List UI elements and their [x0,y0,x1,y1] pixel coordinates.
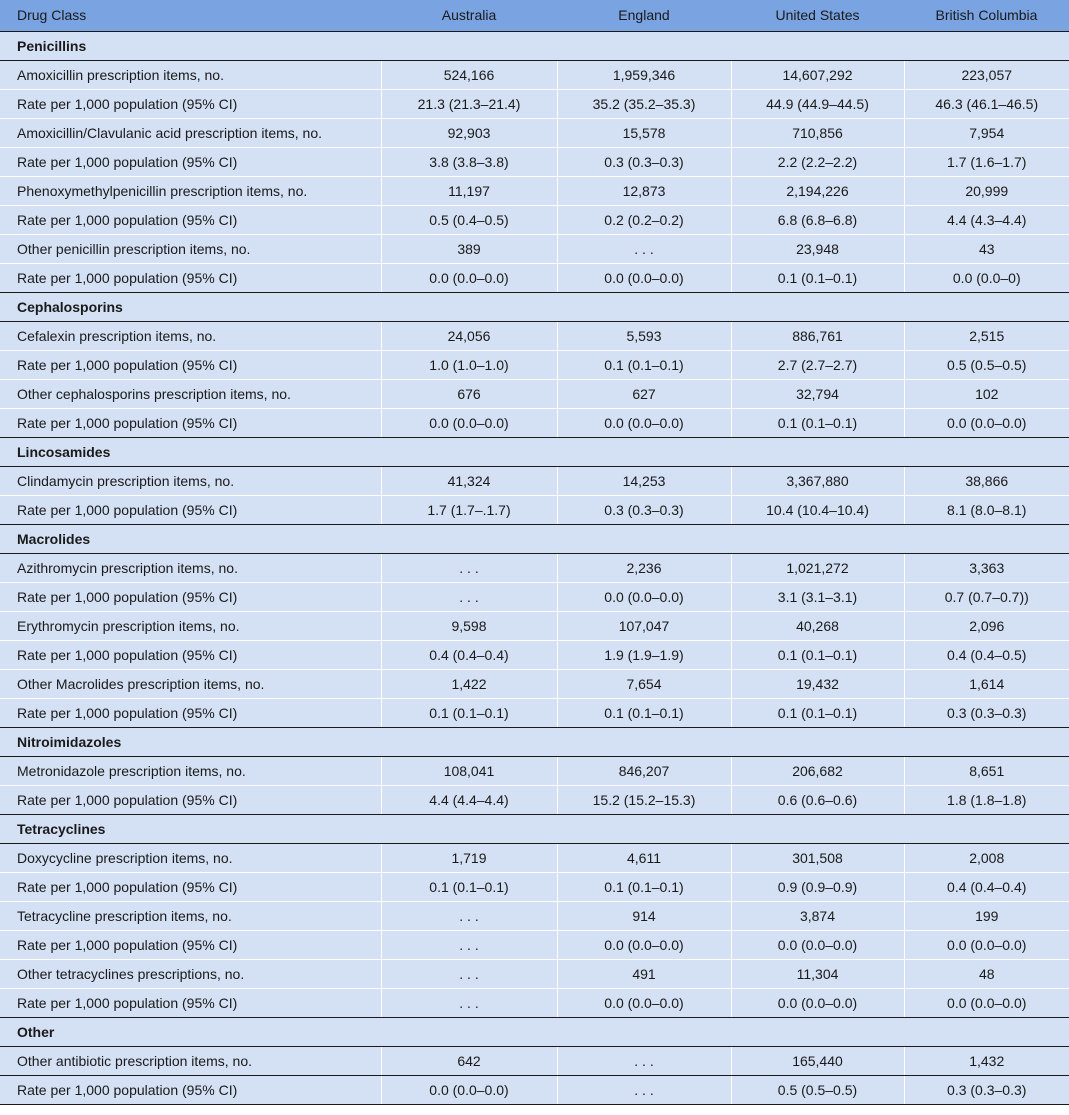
cell-british-columbia: 43 [904,234,1069,263]
row-label: Rate per 1,000 population (95% CI) [0,147,381,176]
cell-united-states: 6.8 (6.8–6.8) [731,205,904,234]
table-row [0,901,1069,930]
cell-british-columbia: 2,096 [904,611,1069,640]
cell-british-columbia: 8,651 [904,756,1069,785]
table-row [0,350,1069,379]
section-title: Cephalosporins [0,292,1069,321]
row-label: Amoxicillin/Clavulanic acid prescription items, no. [0,118,381,147]
cell-united-states: 44.9 (44.9–44.5) [731,89,904,118]
cell-england: 0.0 (0.0–0.0) [557,930,731,959]
cell-british-columbia: 0.3 (0.3–0.3) [904,698,1069,727]
table-row [0,379,1069,408]
cell-british-columbia: 46.3 (46.1–46.5) [904,89,1069,118]
cell-united-states: 0.1 (0.1–0.1) [731,263,904,292]
cell-united-states: 1,021,272 [731,553,904,582]
cell-england: 0.0 (0.0–0.0) [557,988,731,1017]
table-row [0,582,1069,611]
row-label: Rate per 1,000 population (95% CI) [0,698,381,727]
table-row [0,408,1069,437]
section-title: Tetracyclines [0,814,1069,843]
table-row [0,1046,1069,1075]
row-label: Rate per 1,000 population (95% CI) [0,408,381,437]
section-title: Nitroimidazoles [0,727,1069,756]
cell-british-columbia: 38,866 [904,466,1069,495]
cell-british-columbia: 0.4 (0.4–0.5) [904,640,1069,669]
cell-australia: 1.0 (1.0–1.0) [381,350,557,379]
cell-british-columbia: 0.4 (0.4–0.4) [904,872,1069,901]
table-row [0,466,1069,495]
table-row [0,118,1069,147]
cell-england: 35.2 (35.2–35.3) [557,89,731,118]
cell-england: 1,959,346 [557,60,731,89]
table-row [0,321,1069,350]
cell-british-columbia: 0.0 (0.0–0.0) [904,988,1069,1017]
cell-england: 0.0 (0.0–0.0) [557,582,731,611]
cell-england: 0.2 (0.2–0.2) [557,205,731,234]
section-title: Other [0,1017,1069,1046]
cell-australia: . . . [381,988,557,1017]
section-header-row [0,524,1069,553]
cell-england: 0.0 (0.0–0.0) [557,408,731,437]
row-label: Tetracycline prescription items, no. [0,901,381,930]
cell-united-states: 11,304 [731,959,904,988]
cell-england: 15.2 (15.2–15.3) [557,785,731,814]
cell-australia: . . . [381,959,557,988]
cell-united-states: 710,856 [731,118,904,147]
cell-australia: 108,041 [381,756,557,785]
cell-australia: 676 [381,379,557,408]
header-british-columbia: British Columbia [904,0,1069,31]
row-label: Rate per 1,000 population (95% CI) [0,930,381,959]
cell-united-states: 0.5 (0.5–0.5) [731,1075,904,1104]
cell-british-columbia: 223,057 [904,60,1069,89]
cell-england: 0.1 (0.1–0.1) [557,872,731,901]
row-label: Other Macrolides prescription items, no. [0,669,381,698]
section-header-row [0,1017,1069,1046]
header-australia: Australia [381,0,557,31]
section-header-row [0,31,1069,60]
row-label: Rate per 1,000 population (95% CI) [0,205,381,234]
cell-british-columbia: 3,363 [904,553,1069,582]
cell-united-states: 0.1 (0.1–0.1) [731,408,904,437]
cell-australia: . . . [381,582,557,611]
cell-united-states: 3,367,880 [731,466,904,495]
cell-england: 0.1 (0.1–0.1) [557,350,731,379]
cell-australia: 1,422 [381,669,557,698]
cell-england: 7,654 [557,669,731,698]
cell-australia: . . . [381,553,557,582]
cell-united-states: 19,432 [731,669,904,698]
cell-british-columbia: 8.1 (8.0–8.1) [904,495,1069,524]
table-header [0,0,1069,31]
section-header-row [0,814,1069,843]
cell-british-columbia: 199 [904,901,1069,930]
cell-united-states: 3,874 [731,901,904,930]
cell-british-columbia: 1,432 [904,1046,1069,1075]
table-row [0,872,1069,901]
cell-united-states: 23,948 [731,234,904,263]
cell-australia: 0.0 (0.0–0.0) [381,1075,557,1104]
row-label: Rate per 1,000 population (95% CI) [0,872,381,901]
cell-australia: 0.0 (0.0–0.0) [381,263,557,292]
cell-united-states: 0.6 (0.6–0.6) [731,785,904,814]
cell-australia: 3.8 (3.8–3.8) [381,147,557,176]
table-row [0,988,1069,1017]
cell-british-columbia: 48 [904,959,1069,988]
cell-australia: 0.4 (0.4–0.4) [381,640,557,669]
section-header-row [0,437,1069,466]
cell-england: 4,611 [557,843,731,872]
cell-england: 0.0 (0.0–0.0) [557,263,731,292]
row-label: Other cephalosporins prescription items, no. [0,379,381,408]
cell-united-states: 0.9 (0.9–0.9) [731,872,904,901]
table-row [0,640,1069,669]
cell-united-states: 32,794 [731,379,904,408]
cell-australia: 21.3 (21.3–21.4) [381,89,557,118]
cell-british-columbia: 0.0 (0.0–0.0) [904,408,1069,437]
cell-british-columbia: 0.3 (0.3–0.3) [904,1075,1069,1104]
cell-england: . . . [557,1075,731,1104]
table-row [0,176,1069,205]
row-label: Other penicillin prescription items, no. [0,234,381,263]
table-row [0,930,1069,959]
cell-england: 15,578 [557,118,731,147]
row-label: Other antibiotic prescription items, no. [0,1046,381,1075]
row-label: Rate per 1,000 population (95% CI) [0,1075,381,1104]
section-header-row [0,292,1069,321]
table-row [0,89,1069,118]
row-label: Rate per 1,000 population (95% CI) [0,640,381,669]
cell-england: 0.1 (0.1–0.1) [557,698,731,727]
cell-british-columbia: 7,954 [904,118,1069,147]
cell-australia: 0.1 (0.1–0.1) [381,872,557,901]
table-row [0,959,1069,988]
table-row [0,263,1069,292]
row-label: Rate per 1,000 population (95% CI) [0,988,381,1017]
header-row [0,0,1069,31]
cell-british-columbia: 20,999 [904,176,1069,205]
cell-australia: 1.7 (1.7–.1.7) [381,495,557,524]
cell-united-states: 165,440 [731,1046,904,1075]
cell-united-states: 0.1 (0.1–0.1) [731,640,904,669]
cell-australia: 9,598 [381,611,557,640]
row-label: Rate per 1,000 population (95% CI) [0,785,381,814]
cell-australia: 0.5 (0.4–0.5) [381,205,557,234]
table-row [0,553,1069,582]
section-header-row [0,727,1069,756]
cell-australia: 41,324 [381,466,557,495]
cell-british-columbia: 2,008 [904,843,1069,872]
cell-australia: 92,903 [381,118,557,147]
cell-united-states: 0.1 (0.1–0.1) [731,698,904,727]
row-label: Other tetracyclines prescriptions, no. [0,959,381,988]
cell-england: 12,873 [557,176,731,205]
cell-british-columbia: 0.0 (0.0–0.0) [904,930,1069,959]
cell-australia: 24,056 [381,321,557,350]
cell-united-states: 10.4 (10.4–10.4) [731,495,904,524]
cell-australia: 1,719 [381,843,557,872]
table-body [0,31,1069,1104]
table-row [0,147,1069,176]
cell-england: 627 [557,379,731,408]
cell-australia: 642 [381,1046,557,1075]
table-row [0,495,1069,524]
cell-united-states: 206,682 [731,756,904,785]
table-row [0,1075,1069,1104]
cell-united-states: 0.0 (0.0–0.0) [731,930,904,959]
cell-united-states: 2,194,226 [731,176,904,205]
cell-united-states: 2.2 (2.2–2.2) [731,147,904,176]
cell-england: 1.9 (1.9–1.9) [557,640,731,669]
cell-england: 491 [557,959,731,988]
cell-british-columbia: 2,515 [904,321,1069,350]
section-title: Lincosamides [0,437,1069,466]
cell-england: . . . [557,234,731,263]
table-row [0,698,1069,727]
cell-british-columbia: 0.5 (0.5–0.5) [904,350,1069,379]
cell-england: 14,253 [557,466,731,495]
cell-australia: . . . [381,930,557,959]
cell-england: 107,047 [557,611,731,640]
row-label: Rate per 1,000 population (95% CI) [0,582,381,611]
row-label: Azithromycin prescription items, no. [0,553,381,582]
table-row [0,669,1069,698]
cell-england: 914 [557,901,731,930]
table-row [0,843,1069,872]
table-row [0,785,1069,814]
header-united-states: United States [731,0,904,31]
row-label: Doxycycline prescription items, no. [0,843,381,872]
header-drug-class: Drug Class [0,0,381,31]
cell-england: 0.3 (0.3–0.3) [557,147,731,176]
table-row [0,234,1069,263]
cell-england: 846,207 [557,756,731,785]
cell-united-states: 14,607,292 [731,60,904,89]
cell-british-columbia: 4.4 (4.3–4.4) [904,205,1069,234]
cell-british-columbia: 1.8 (1.8–1.8) [904,785,1069,814]
row-label: Amoxicillin prescription items, no. [0,60,381,89]
cell-british-columbia: 0.0 (0.0–0) [904,263,1069,292]
cell-british-columbia: 0.7 (0.7–0.7)) [904,582,1069,611]
table-row [0,205,1069,234]
row-label: Rate per 1,000 population (95% CI) [0,350,381,379]
cell-united-states: 2.7 (2.7–2.7) [731,350,904,379]
row-label: Clindamycin prescription items, no. [0,466,381,495]
cell-england: 2,236 [557,553,731,582]
cell-australia: 389 [381,234,557,263]
section-title: Penicillins [0,31,1069,60]
cell-united-states: 40,268 [731,611,904,640]
cell-united-states: 3.1 (3.1–3.1) [731,582,904,611]
row-label: Rate per 1,000 population (95% CI) [0,495,381,524]
cell-british-columbia: 1.7 (1.6–1.7) [904,147,1069,176]
section-title: Macrolides [0,524,1069,553]
cell-british-columbia: 102 [904,379,1069,408]
row-label: Rate per 1,000 population (95% CI) [0,89,381,118]
cell-australia: 0.0 (0.0–0.0) [381,408,557,437]
cell-australia: 4.4 (4.4–4.4) [381,785,557,814]
cell-australia: . . . [381,901,557,930]
cell-united-states: 0.0 (0.0–0.0) [731,988,904,1017]
table-row [0,756,1069,785]
row-label: Phenoxymethylpenicillin prescription items, no. [0,176,381,205]
table-row [0,60,1069,89]
cell-united-states: 301,508 [731,843,904,872]
row-label: Rate per 1,000 population (95% CI) [0,263,381,292]
cell-england: 5,593 [557,321,731,350]
header-england: England [557,0,731,31]
cell-australia: 0.1 (0.1–0.1) [381,698,557,727]
row-label: Cefalexin prescription items, no. [0,321,381,350]
cell-british-columbia: 1,614 [904,669,1069,698]
row-label: Erythromycin prescription items, no. [0,611,381,640]
row-label: Metronidazole prescription items, no. [0,756,381,785]
table-row [0,611,1069,640]
cell-england: . . . [557,1046,731,1075]
cell-england: 0.3 (0.3–0.3) [557,495,731,524]
cell-australia: 524,166 [381,60,557,89]
cell-united-states: 886,761 [731,321,904,350]
cell-australia: 11,197 [381,176,557,205]
